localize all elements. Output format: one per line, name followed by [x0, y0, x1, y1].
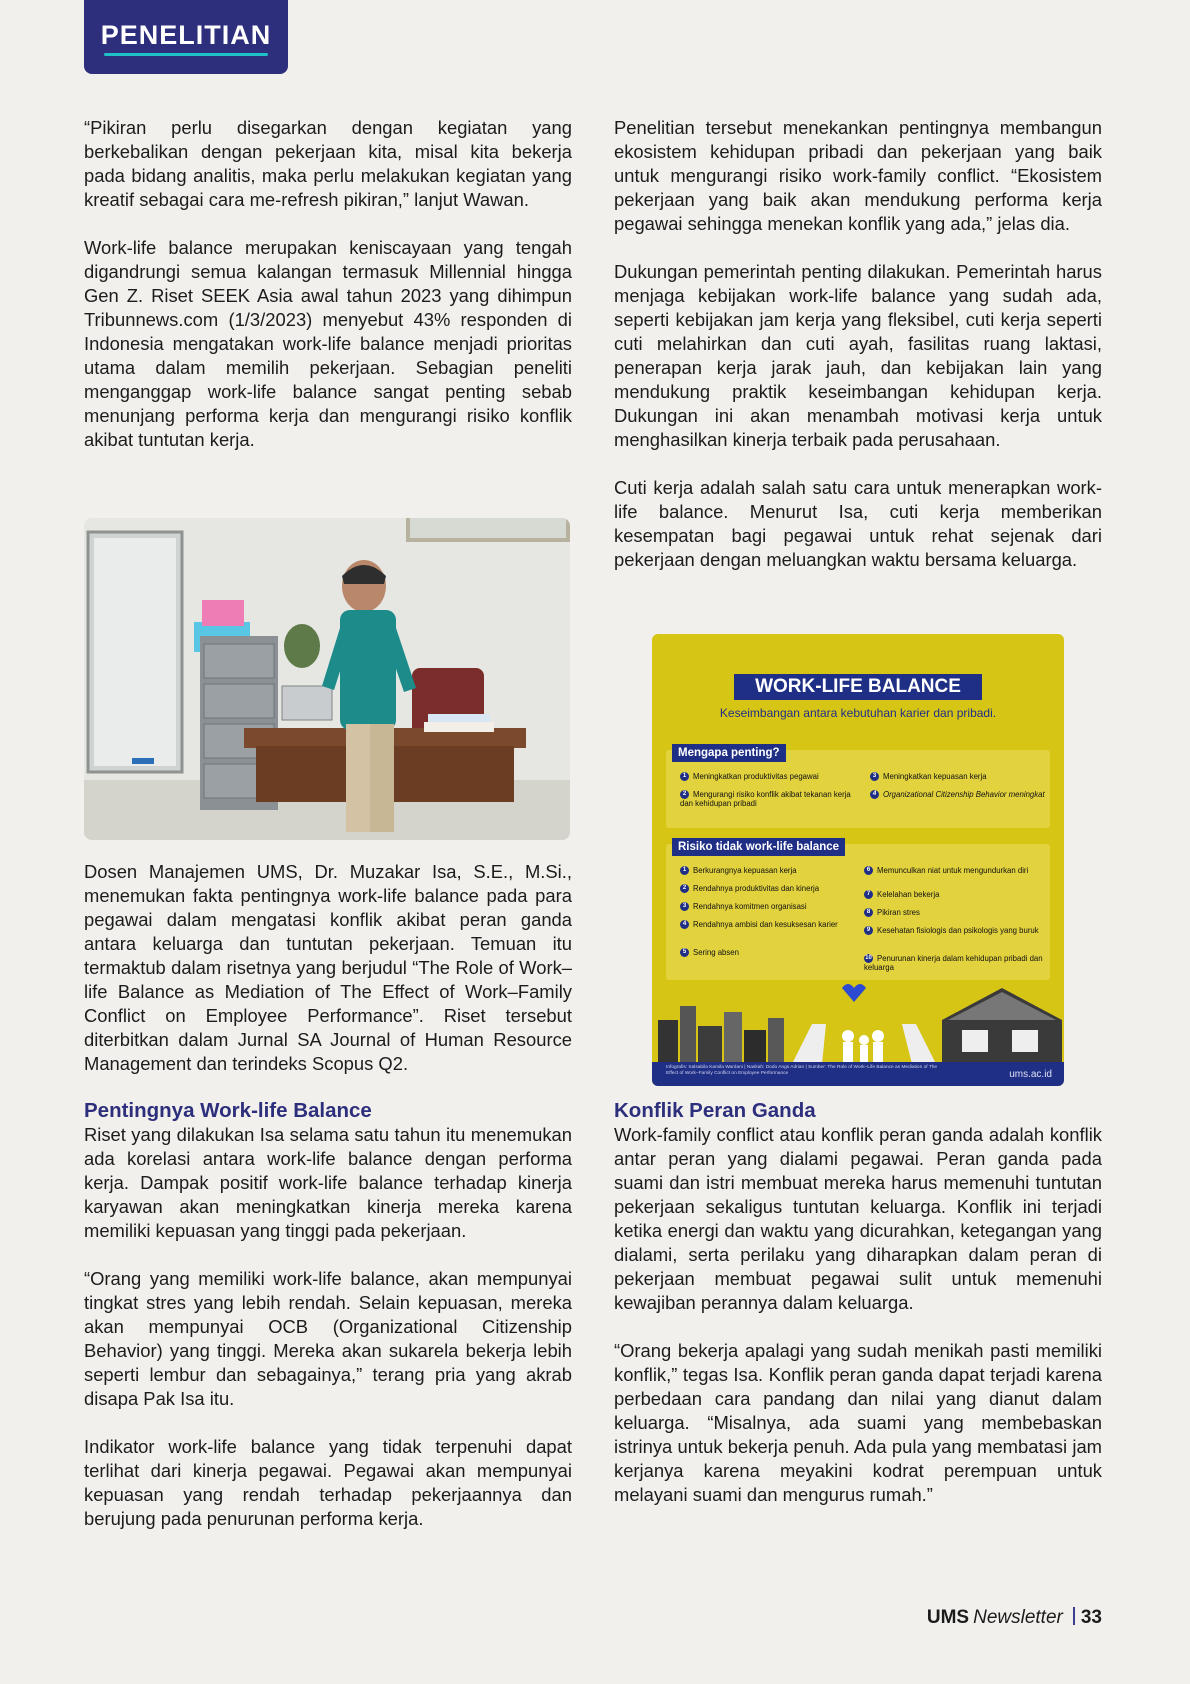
section-tab: [84, 0, 288, 74]
page-footer: [927, 1607, 1102, 1629]
why-item: 2 Mengurangi risiko konflik akibat tekanan kerja dan kehidupan pribadi: [680, 790, 851, 808]
left-paragraph-2: Work-life balance merupakan keniscayaan yang tengah digandrungi semua kalangan termasuk Millennial hingga Gen Z. Riset SEEK Asia awal tahun 2023 yang dihimpun Tribunnews.com (1/3/2023) menyebut 43% responden di Indonesia mengatakan work-life balance menjadi prioritas utama dalam memilih pekerjaan. Sebagian peneliti menganggap work-life balance sangat penting sebab menunjang performa kerja dan mengurangi risiko konflik akibat tuntutan kerja.: [84, 237, 572, 450]
footer-newsletter: Newsletter: [973, 1607, 1063, 1628]
risk-item: 7 Kelelahan bekerja: [864, 890, 1044, 899]
left-paragraph-6: Indikator work-life balance yang tidak terpenuhi dapat terlihat dari kinerja pegawai. Pegawai akan mempunyai kepuasan yang rendah terhadap pekerjaannya dan berujung pada penurunan performa kerja.: [84, 1436, 572, 1529]
left-paragraph-1: “Pikiran perlu disegarkan dengan kegiatan yang berkebalikan dengan pekerjaan kita, misal kita bekerja pada bidang analitis, maka perlu melakukan kegiatan yang kreatif sebagai cara me-refresh pikiran,” lanjut Wawan.: [84, 117, 572, 210]
left-column-bottom: [84, 860, 572, 1555]
risk-item: 1 Berkurangnya kepuasan kerja: [680, 866, 850, 875]
footer-divider: [1073, 1607, 1075, 1625]
right-paragraph-4: Work-family conflict atau konflik peran ganda adalah konflik antar peran yang dialami pegawai. Peran ganda pada suami dan istri membuat mereka harus memenuhi tuntutan pekerjaan sekaligus tuntutan keluarga. Konflik ini terjadi ketika energi dan waktu yang dicurahkan, ketegangan yang dialami, serta perilaku yang diharapkan dalam peran di pekerjaan membuat pegawai sulit untuk memenuhi kewajiban perannya dalam keluarga.: [614, 1124, 1102, 1313]
right-heading: Konflik Peran Ganda: [614, 1099, 816, 1122]
infographic-subtitle: Keseimbangan antara kebutuhan karier dan pribadi.: [719, 706, 997, 720]
infographic: [652, 634, 1064, 1086]
section-underline: [104, 53, 268, 56]
risk-item: 8 Pikiran stres: [864, 908, 1044, 917]
skyline-illustration: [652, 980, 1064, 1064]
risk-item: 10 Penurunan kinerja dalam kehidupan pribadi dan keluarga: [864, 954, 1043, 972]
risk-item: 4 Rendahnya ambisi dan kesuksesan karier: [680, 920, 850, 929]
right-column-bottom: [614, 1098, 1102, 1531]
right-paragraph-5: “Orang bekerja apalagi yang sudah menikah pasti memiliki konflik,” tegas Isa. Konflik peran ganda dapat terjadi karena perbedaan cara pandang dan nilai yang dianut dalam keluarga. “Misalnya, ada suami yang membebaskan istrinya untuk bekerja penuh. Ada pula yang membatasi jam kerjanya karena meyakini kodrat perempuan untuk melayani suami dan mengurus rumah.”: [614, 1340, 1102, 1505]
left-heading: Pentingnya Work-life Balance: [84, 1099, 372, 1122]
infographic-credit: Infografis: Salsabila Kamila Wardani | Naskah: Dodo Angs Adrian | Sumber: The Role of Work–Life Balance as Mediation of The Effect of Work–Family Conflict on Employee Performance: [666, 1065, 938, 1076]
section-label: PENELITIAN: [100, 20, 272, 50]
why-item: 1 Meningkatkan produktivitas pegawai: [680, 772, 860, 781]
right-paragraph-2: Dukungan pemerintah penting dilakukan. Pemerintah harus menjaga kebijakan work-life balance yang sudah ada, seperti kebijakan jam kerja yang fleksibel, cuti kerja seperti cuti melahirkan dan cuti ayah, fasilitas ruang laktasi, penerapan kerja jarak jauh, dan kebijakan lain yang mendukung praktik keseimbangan kehidupan kerja. Dukungan ini akan menambah motivasi kerja untuk menghasilkan kinerja terbaik pada perusahaan.: [614, 261, 1102, 450]
footer-brand: UMS: [926, 1607, 970, 1628]
risk-item: 6 Memunculkan niat untuk mengundurkan diri: [864, 866, 1044, 875]
left-paragraph-3: Dosen Manajemen UMS, Dr. Muzakar Isa, S.E., M.Si., menemukan fakta pentingnya work-life balance pada para pegawai dalam mengatasi konflik akibat peran ganda antara keluarga dan tuntutan pekerjaan. Temuan itu termaktub dalam risetnya yang berjudul “The Role of Work–life Balance as Mediation of The Effect of Work–Family Conflict on Employee Performance”. Riset tersebut diterbitkan dalam Jurnal SA Journal of Human Resource Management dan terindeks Scopus Q2.: [84, 861, 572, 1074]
why-heading: Mengapa penting?: [672, 744, 786, 762]
right-paragraph-3: Cuti kerja adalah salah satu cara untuk menerapkan work-life balance. Menurut Isa, cuti kerja memberikan kesempatan bagi pegawai untuk rehat sejenak dari pekerjaan dengan meluangkan waktu bersama keluarga.: [614, 477, 1102, 570]
risk-item: 9 Kesehatan fisiologis dan psikologis yang buruk: [864, 926, 1044, 935]
infographic-site: ums.ac.id: [1009, 1069, 1052, 1080]
page-number: 33: [1080, 1607, 1102, 1628]
infographic-title: WORK-LIFE BALANCE: [734, 674, 982, 700]
right-paragraph-1: Penelitian tersebut menekankan pentingnya membangun ekosistem kehidupan pribadi dan pekerjaan yang baik untuk mengurangi risiko work-family conflict. “Ekosistem pekerjaan yang baik akan mendukung performa kerja pegawai sehingga menekan konflik yang ada,” jelas dia.: [614, 117, 1102, 234]
right-column-top: [614, 116, 1102, 596]
left-paragraph-5: “Orang yang memiliki work-life balance, akan mempunyai tingkat stres yang lebih rendah. Selain kepuasan, mereka akan mempunyai OCB (Organizational Citizenship Behavior) yang tinggi. Mereka akan sukarela bekerja lebih seperti lembur dan sebagainya,” terang pria yang akrab disapa Pak Isa itu.: [84, 1268, 572, 1409]
risk-heading: Risiko tidak work-life balance: [672, 838, 845, 856]
lecturer-photo: [84, 518, 570, 840]
why-item: 3 Meningkatkan kepuasan kerja: [870, 772, 1050, 781]
risk-item: 5 Sering absen: [680, 948, 850, 957]
risk-item: 3 Rendahnya komitmen organisasi: [680, 902, 850, 911]
risk-item: 2 Rendahnya produktivitas dan kinerja: [680, 884, 850, 893]
why-item: 4 Organizational Citizenship Behavior meningkat: [870, 790, 1050, 799]
left-column-top: [84, 116, 572, 476]
left-paragraph-4: Riset yang dilakukan Isa selama satu tahun itu menemukan ada korelasi antara work-life balance dengan performa kerja. Dampak positif work-life balance terhadap kinerja karyawan akan meningkatkan kinerja mereka karena memiliki kepuasan yang tinggi pada pekerjaan.: [84, 1124, 572, 1241]
